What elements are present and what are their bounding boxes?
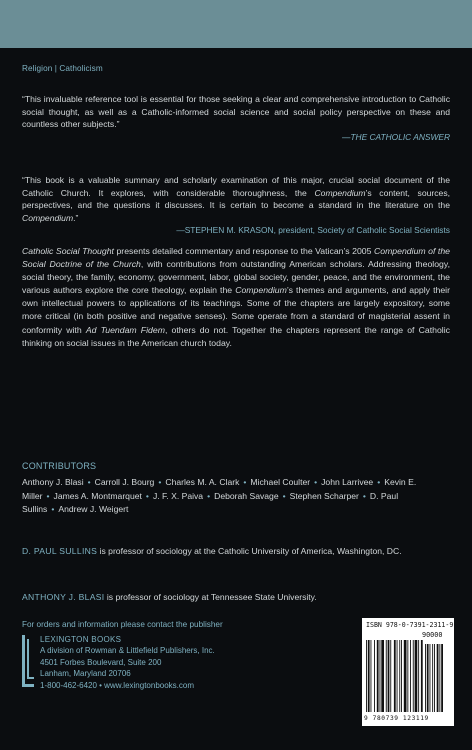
orders-line: For orders and information please contact the publisher xyxy=(22,620,223,629)
book-title: Catholic Social Thought xyxy=(22,246,114,256)
bio-blasi xyxy=(22,591,452,604)
blurb-1 xyxy=(22,93,450,143)
publisher-line: A division of Rowman & Littlefield Publishers, Inc. xyxy=(40,646,215,656)
price-code: 90000 xyxy=(422,631,443,639)
contributor-name: John Larrivee xyxy=(321,477,374,487)
contributor-name: D. Paul Sullins xyxy=(22,490,399,515)
contributor-name: Michael Coulter xyxy=(250,477,311,487)
blurb-1-quote: “This invaluable reference tool is essential for those seeking a clear and comprehensive introduction to Catholic social thought, as well as a Catholic-informed social science and social policy perspective on these and countless other subjects.” xyxy=(22,94,450,130)
publisher-logo-icon xyxy=(22,635,34,687)
publisher-block xyxy=(22,634,282,714)
bullet-icon: • xyxy=(87,477,91,487)
isbn-label: ISBN 978-0-7391-2311-9 xyxy=(366,621,454,629)
book-description: Catholic Social Thought presents detailed commentary and response to the Vatican’s 2005 Compendium of the Social Doctrine of the Church, with contributions from outstanding American scholars. Addressing theology, social theory, the family, economy, government, labor, global society, gender, peace, and the environment, the various authors explore the core theology, explain the Compendium’s themes and arguments, and apply their own intellectual powers to applications of its teachings. Some of the chapters are largely expository, some more critical (in both positive and negative senses). Some operate from a standard of magisterial assent in conformity with Ad Tuendam Fidem, others do not. Together the chapters represent the range of Catholic thinking on social issues in the American church today. xyxy=(22,246,450,348)
contributor-name: Andrew J. Weigert xyxy=(58,504,129,515)
bullet-icon: • xyxy=(207,490,211,501)
blurb-1-attribution: —THE CATHOLIC ANSWER xyxy=(342,131,450,142)
bio-text: is professor of sociology at the Catholic University of America, Washington, DC. xyxy=(97,546,402,556)
bullet-icon: • xyxy=(243,477,247,487)
contributor-name: Charles M. A. Clark xyxy=(165,477,240,487)
subject-category: Religion | Catholicism xyxy=(22,64,103,73)
contributor-name: James A. Montmarquet xyxy=(53,490,142,501)
bullet-icon: • xyxy=(282,490,286,501)
bullet-icon: • xyxy=(158,477,162,487)
blurb-2-quote: “This book is a valuable summary and scholarly examination of this major, crucial social document of the Catholic Church. It explores, with considerable thoroughness, the Compendium’s content, sources, perspectives, and the questions it discusses. It is certain to become a standard in the literature on the Compendium.” xyxy=(22,175,450,223)
contributor-name: Kevin E. Miller xyxy=(22,477,417,501)
bullet-icon: • xyxy=(46,490,50,501)
bullet-icon: • xyxy=(145,490,149,501)
barcode-digits: 9 780739 123119 xyxy=(364,715,429,722)
publisher-address: 4501 Forbes Boulevard, Suite 200 xyxy=(40,657,162,667)
publisher-text xyxy=(40,634,215,691)
publisher-contact: 1-800-462-6420 • www.lexingtonbooks.com xyxy=(40,680,194,690)
contributors-list xyxy=(22,476,452,517)
contributors-heading: CONTRIBUTORS xyxy=(22,461,97,471)
bullet-icon: • xyxy=(377,477,381,487)
contributor-name: Anthony J. Blasi xyxy=(22,477,84,487)
publisher-city: Lanham, Maryland 20706 xyxy=(40,669,131,679)
bio-name: D. PAUL SULLINS xyxy=(22,546,98,556)
bullet-icon: • xyxy=(51,504,55,515)
cover-color-band xyxy=(0,0,472,48)
barcode xyxy=(362,618,454,726)
publisher-name: LEXINGTON BOOKS xyxy=(40,635,122,644)
bio-sullins xyxy=(22,545,452,558)
blurb-2-attribution: —STEPHEN M. KRASON, president, Society of Catholic Social Scientists xyxy=(176,225,450,236)
bullet-icon: • xyxy=(362,490,366,501)
blurb-2 xyxy=(22,174,450,237)
contributor-name: Stephen Scharper xyxy=(289,490,359,501)
barcode-bars xyxy=(365,640,451,714)
bio-text: is professor of sociology at Tennessee State University. xyxy=(104,592,317,602)
contributor-name: J. F. X. Paiva xyxy=(152,490,204,501)
contributor-name: Deborah Savage xyxy=(214,490,279,501)
bullet-icon: • xyxy=(314,477,318,487)
bio-name: ANTHONY J. BLASI xyxy=(22,592,105,602)
contributor-name: Carroll J. Bourg xyxy=(94,477,155,487)
